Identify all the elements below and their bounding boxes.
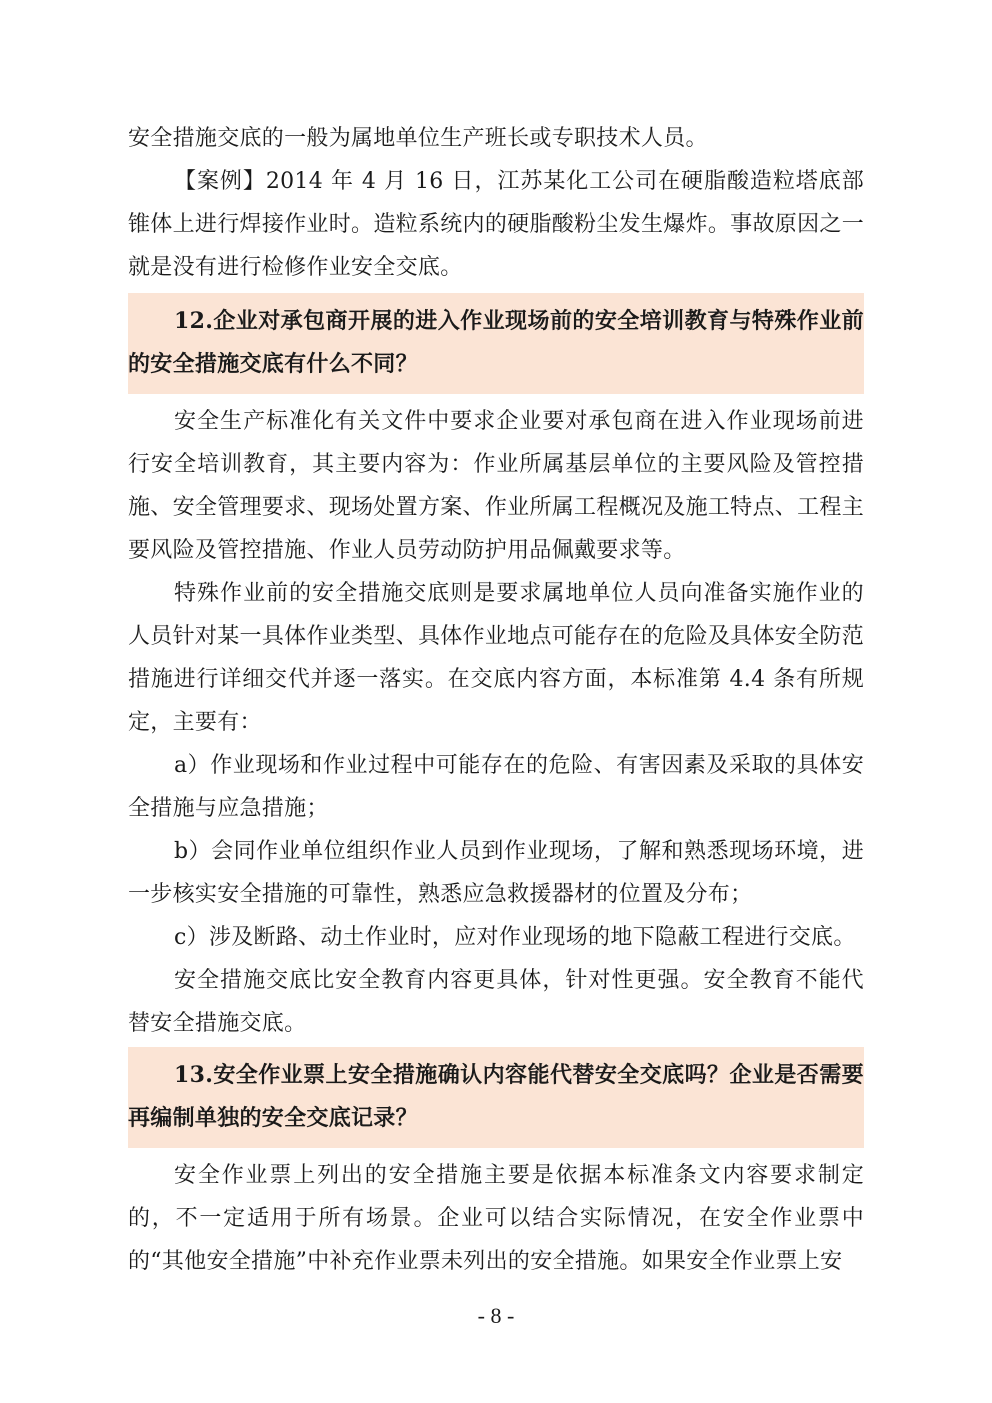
case-label: 【案例】 <box>174 169 266 194</box>
question-12: 12.企业对承包商开展的进入作业现场前的安全培训教育与特殊作业前的安全措施交底有什么不同？ <box>128 308 864 377</box>
question-box-13 <box>128 1047 864 1148</box>
question-13: 13.安全作业票上安全措施确认内容能代替安全交底吗？企业是否需要再编制单独的安全交底记录？ <box>128 1062 864 1131</box>
paragraph-intro: 安全措施交底的一般为属地单位生产班长或专职技术人员。 <box>128 126 708 151</box>
page-body <box>128 117 864 1283</box>
list-item-a: a）作业现场和作业过程中可能存在的危险、有害因素及采取的具体安全措施与应急措施； <box>128 753 864 821</box>
answer-13-paragraph-1: 安全作业票上列出的安全措施主要是依据本标准条文内容要求制定的，不一定适用于所有场景。企业可以结合实际情况，在安全作业票中的“其他安全措施”中补充作业票未列出的安全措施。如果安全作业票上安 <box>128 1163 864 1274</box>
list-item-c: c）涉及断路、动土作业时，应对作业现场的地下隐蔽工程进行交底。 <box>174 925 856 950</box>
list-item-b: b）会同作业单位组织作业人员到作业现场，了解和熟悉现场环境，进一步核实安全措施的可靠性，熟悉应急救援器材的位置及分布； <box>128 839 864 907</box>
case-text: 2014 年 4 月 16 日，江苏某化工公司在硬脂酸造粒塔底部锥体上进行焊接作业时。造粒系统内的硬脂酸粉尘发生爆炸。事故原因之一就是没有进行检修作业安全交底。 <box>128 169 865 280</box>
answer-12-paragraph-2: 特殊作业前的安全措施交底则是要求属地单位人员向准备实施作业的人员针对某一具体作业类型、具体作业地点可能存在的危险及具体安全防范措施进行详细交代并逐一落实。在交底内容方面，本标准第 4.4 条有所规定，主要有： <box>128 581 864 735</box>
page-number: - 8 - <box>477 1303 515 1328</box>
answer-12-paragraph-3: 安全措施交底比安全教育内容更具体，针对性更强。安全教育不能代替安全措施交底。 <box>128 968 864 1036</box>
answer-12-paragraph-1: 安全生产标准化有关文件中要求企业要对承包商在进入作业现场前进行安全培训教育，其主要内容为：作业所属基层单位的主要风险及管控措施、安全管理要求、现场处置方案、作业所属工程概况及施工特点、工程主要风险及管控措施、作业人员劳动防护用品佩戴要求等。 <box>128 409 864 563</box>
paragraph-case <box>128 160 864 289</box>
question-box-12 <box>128 293 864 394</box>
